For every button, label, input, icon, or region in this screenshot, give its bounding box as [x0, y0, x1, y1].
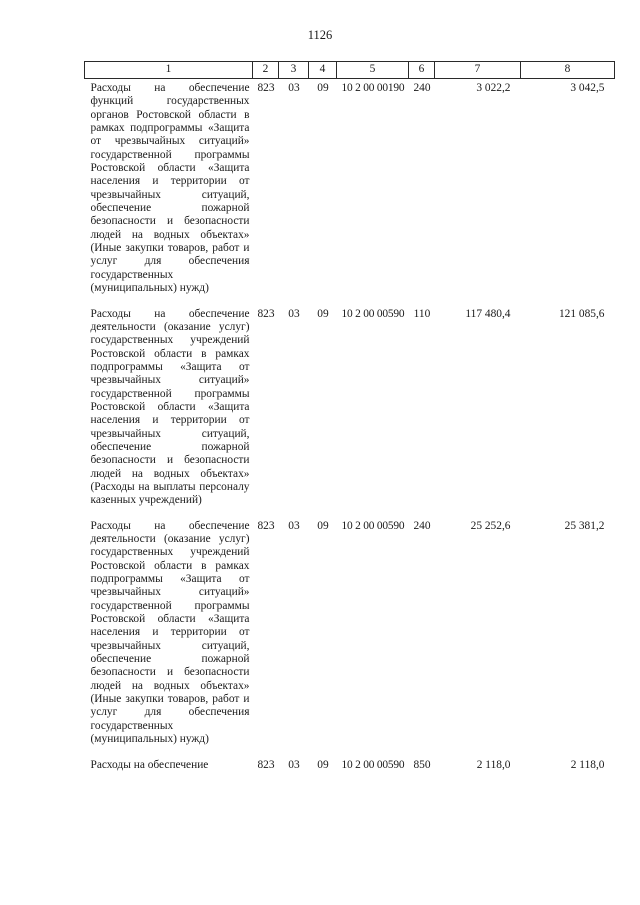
amount-col7: 2 118,0: [476, 758, 511, 771]
column-header-1: 1: [85, 62, 253, 79]
target-article-code: 10 2 00 00590: [341, 758, 405, 771]
ministry-code: 823: [257, 758, 275, 771]
table-row: [85, 79, 615, 305]
column-header-2: 2: [253, 62, 279, 79]
subsection-code: 09: [317, 519, 329, 532]
target-article-code: 10 2 00 00590: [341, 307, 405, 320]
section-code: 03: [288, 758, 300, 771]
expense-type-code: 240: [413, 82, 431, 94]
section-code: 03: [288, 82, 300, 94]
amount-col8: 3 042,5: [570, 82, 605, 94]
subsection-code: 09: [317, 307, 329, 320]
amount-col7: 117 480,4: [465, 307, 511, 320]
column-header-7: 7: [435, 62, 521, 79]
expense-type-code: 850: [413, 758, 431, 771]
table-row: [85, 517, 615, 756]
row-description: Расходы на обеспечение функций государственных органов Ростовской области в рамках подпрограммы «Защита от чрезвычайных ситуаций» государственной программы Ростовской области «Защита населения и территории от чрезвычайных ситуаций, обеспечение пожарной безопасности и безопасности людей на водных объектах» (Иные закупки товаров, работ и услуг для обеспечения государственных (муниципальных) нужд): [90, 82, 250, 295]
amount-col7: 25 252,6: [470, 519, 511, 532]
header-row: [85, 62, 615, 79]
row-description: Расходы на обеспечение деятельности (оказание услуг) государственных учреждений Ростовской области в рамках подпрограммы «Защита от чрезвычайных ситуаций» государственной программы Ростовской области «Защита населения и территории от чрезвычайных ситуаций, обеспечение пожарной безопасности и безопасности людей на водных объектах» (Расходы на выплаты персоналу казенных учреждений): [90, 307, 250, 507]
budget-table: [84, 61, 615, 781]
expense-type-code: 110: [413, 307, 431, 320]
target-article-code: 10 2 00 00590: [341, 519, 405, 532]
table-row: [85, 756, 615, 781]
expense-type-code: 240: [413, 519, 431, 532]
row-description: Расходы на обеспечение: [90, 758, 209, 771]
page-number: 1126: [307, 28, 333, 42]
column-header-8: 8: [521, 62, 615, 79]
column-header-6: 6: [409, 62, 435, 79]
ministry-code: 823: [257, 307, 275, 320]
amount-col8: 25 381,2: [564, 519, 605, 532]
amount-col8: 121 085,6: [558, 307, 605, 320]
subsection-code: 09: [317, 82, 329, 94]
column-header-3: 3: [279, 62, 309, 79]
target-article-code: 10 2 00 00190: [341, 82, 405, 94]
amount-col8: 2 118,0: [570, 758, 605, 771]
section-code: 03: [288, 519, 300, 532]
column-header-5: 5: [337, 62, 409, 79]
amount-col7: 3 022,2: [476, 82, 511, 94]
ministry-code: 823: [257, 519, 275, 532]
table-row: [85, 305, 615, 517]
column-header-4: 4: [309, 62, 337, 79]
section-code: 03: [288, 307, 300, 320]
ministry-code: 823: [257, 82, 275, 94]
subsection-code: 09: [317, 758, 329, 771]
row-description: Расходы на обеспечение деятельности (оказание услуг) государственных учреждений Ростовской области в рамках подпрограммы «Защита от чрезвычайных ситуаций» государственной программы Ростовской области «Защита населения и территории от чрезвычайных ситуаций, обеспечение пожарной безопасности и безопасности людей на водных объектах» (Иные закупки товаров, работ и услуг для обеспечения государственных (муниципальных) нужд): [90, 519, 250, 746]
